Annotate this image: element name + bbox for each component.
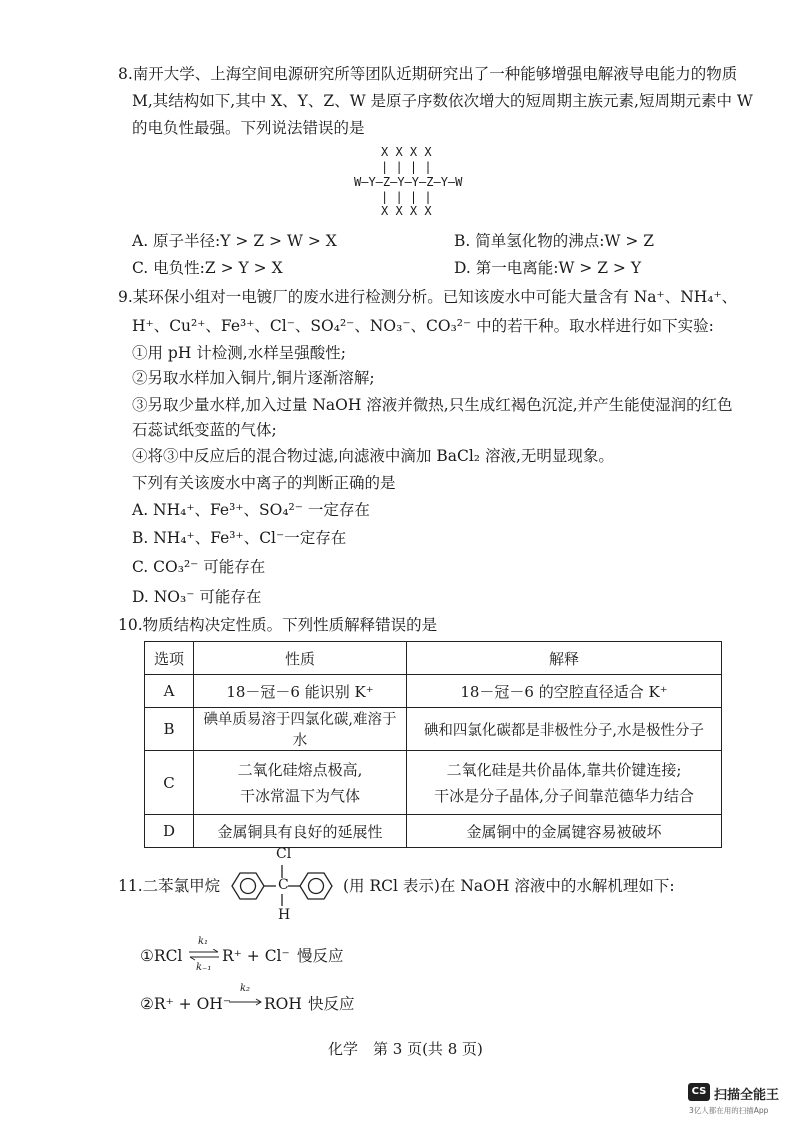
q10-row-explanation-line: 二氧化硅是共价晶体,靠共价键连接;: [446, 760, 682, 779]
q10-row-option: A: [145, 675, 194, 708]
q11-r2-rate-note: 快反应: [308, 995, 355, 1013]
q9-option-b: B. NH₄⁺、Fe³⁺、Cl⁻一定存在: [132, 529, 347, 547]
q9-question: 下列有关该废水中离子的判断正确的是: [132, 474, 396, 492]
q11-r1-reactant: ①RCl: [140, 947, 183, 965]
q9-step-3: ③另取少量水样,加入过量 NaOH 溶液并微热,只生成红褐色沉淀,并产生能使湿润的红色: [132, 396, 733, 414]
q11-struct-top: Cl: [276, 846, 292, 862]
q11-r1-k-forward: k₁: [198, 936, 209, 947]
q10-table-row: [145, 815, 722, 848]
q10-row-option: D: [145, 815, 194, 848]
q8-structure-row-5: X X X X: [381, 204, 432, 218]
q10-row-explanation: 18－冠－6 的空腔直径适合 K⁺: [407, 675, 722, 708]
q9-step-4: ④将③中反应后的混合物过滤,向滤液中滴加 BaCl₂ 溶液,无明显现象。: [132, 447, 614, 465]
benzene-ring-left: [232, 873, 264, 899]
q9-option-a: A. NH₄⁺、Fe³⁺、SO₄²⁻ 一定存在: [132, 501, 370, 519]
q10-row-explanation-line: 干冰是分子晶体,分子间靠范德华力结合: [434, 786, 694, 805]
q8-structure-row-4: | | | |: [381, 190, 432, 204]
q8-option-d: D. 第一电离能:W > Z > Y: [454, 259, 642, 277]
q11-r2-product: ROH: [264, 995, 302, 1013]
q8-option-b: B. 简单氢化物的沸点:W > Z: [454, 232, 655, 250]
q8-stem-line-3: 的电负性最强。下列说法错误的是: [132, 119, 365, 137]
watermark-tagline: 3亿人都在用的扫描App: [689, 1106, 769, 1115]
camscanner-logo: CS: [688, 1083, 710, 1101]
q9-stem-line-1: 9.某环保小组对一电镀厂的废水进行检测分析。已知该废水中可能大量含有 Na⁺、NH₄⁺、: [118, 288, 738, 306]
q11-stem-prefix: 11.二苯氯甲烷: [118, 877, 221, 895]
equilibrium-arrow-icon: [188, 949, 220, 961]
q9-option-c: C. CO₃²⁻ 可能存在: [132, 558, 266, 576]
q10-row-explanation: [407, 751, 722, 815]
q10-header-explanation: 解释: [407, 642, 722, 675]
q11-r1-k-reverse: k₋₁: [196, 962, 212, 973]
q11-r1-product: R⁺ + Cl⁻: [222, 947, 290, 965]
q11-r2-k: k₂: [240, 983, 251, 994]
q10-table-header-row: [145, 642, 722, 675]
q10-stem: 10.物质结构决定性质。下列性质解释错误的是: [118, 616, 438, 634]
q11-stem-suffix: (用 RCl 表示)在 NaOH 溶液中的水解机理如下:: [343, 877, 675, 895]
q10-row-property: [194, 751, 407, 815]
q10-row-option: B: [145, 708, 194, 751]
benzene-ring-right: [300, 873, 332, 899]
q9-step-2: ②另取水样加入铜片,铜片逐渐溶解;: [132, 369, 375, 387]
q10-table: [144, 641, 722, 848]
q8-stem-line-2: M,其结构如下,其中 X、Y、Z、W 是原子序数依次增大的短周期主族元素,短周期元素中 W: [132, 92, 753, 110]
q10-row-property-line: 干冰常温下为气体: [239, 786, 360, 805]
q10-row-property: 碘单质易溶于四氯化碳,难溶于水: [194, 708, 407, 751]
q10-row-property: 金属铜具有良好的延展性: [194, 815, 407, 848]
q9-step-3-cont: 石蕊试纸变蓝的气体;: [132, 421, 277, 439]
q11-struct-bottom: H: [278, 907, 291, 923]
q10-header-property: 性质: [194, 642, 407, 675]
reaction-arrow-icon: [228, 998, 262, 1006]
q8-structure-row-1: X X X X: [381, 145, 432, 159]
benzene-ring-right-circle: [309, 879, 324, 894]
q8-option-a: A. 原子半径:Y > Z > W > X: [132, 232, 337, 250]
page-footer: 化学 第 3 页(共 8 页): [328, 1040, 483, 1058]
q10-row-explanation: 碘和四氯化碳都是非极性分子,水是极性分子: [407, 708, 722, 751]
q11-r2-reactant: ②R⁺ + OH⁻: [140, 995, 231, 1013]
q10-table-row: [145, 751, 722, 815]
q11-r1-rate-note: 慢反应: [297, 947, 344, 965]
watermark-app-name: 扫描全能王: [714, 1088, 780, 1103]
q8-stem-line-1: 8.南开大学、上海空间电源研究所等团队近期研究出了一种能够增强电解液导电能力的物质: [118, 65, 738, 83]
q8-option-c: C. 电负性:Z > Y > X: [132, 259, 283, 277]
q10-table-row: [145, 675, 722, 708]
q11-struct-center: C: [278, 877, 289, 893]
q10-table-row: [145, 708, 722, 751]
q10-row-property-line: 二氧化硅熔点极高,: [237, 760, 363, 779]
q10-header-option: 选项: [145, 642, 194, 675]
q8-structure-row-2: | | | |: [381, 160, 432, 174]
q9-option-d: D. NO₃⁻ 可能存在: [132, 588, 262, 606]
benzene-ring-left-circle: [241, 879, 256, 894]
q10-row-explanation: 金属铜中的金属键容易被破坏: [407, 815, 722, 848]
q9-stem-line-2: H⁺、Cu²⁺、Fe³⁺、Cl⁻、SO₄²⁻、NO₃⁻、CO₃²⁻ 中的若干种。取水样进行如下实验:: [132, 317, 714, 335]
q8-structure-row-3: W—Y—Z—Y—Y—Z—Y—W: [354, 175, 463, 189]
q9-step-1: ①用 pH 计检测,水样呈强酸性;: [132, 344, 346, 362]
q10-row-option: C: [145, 751, 194, 815]
q10-row-property: 18－冠－6 能识别 K⁺: [194, 675, 407, 708]
